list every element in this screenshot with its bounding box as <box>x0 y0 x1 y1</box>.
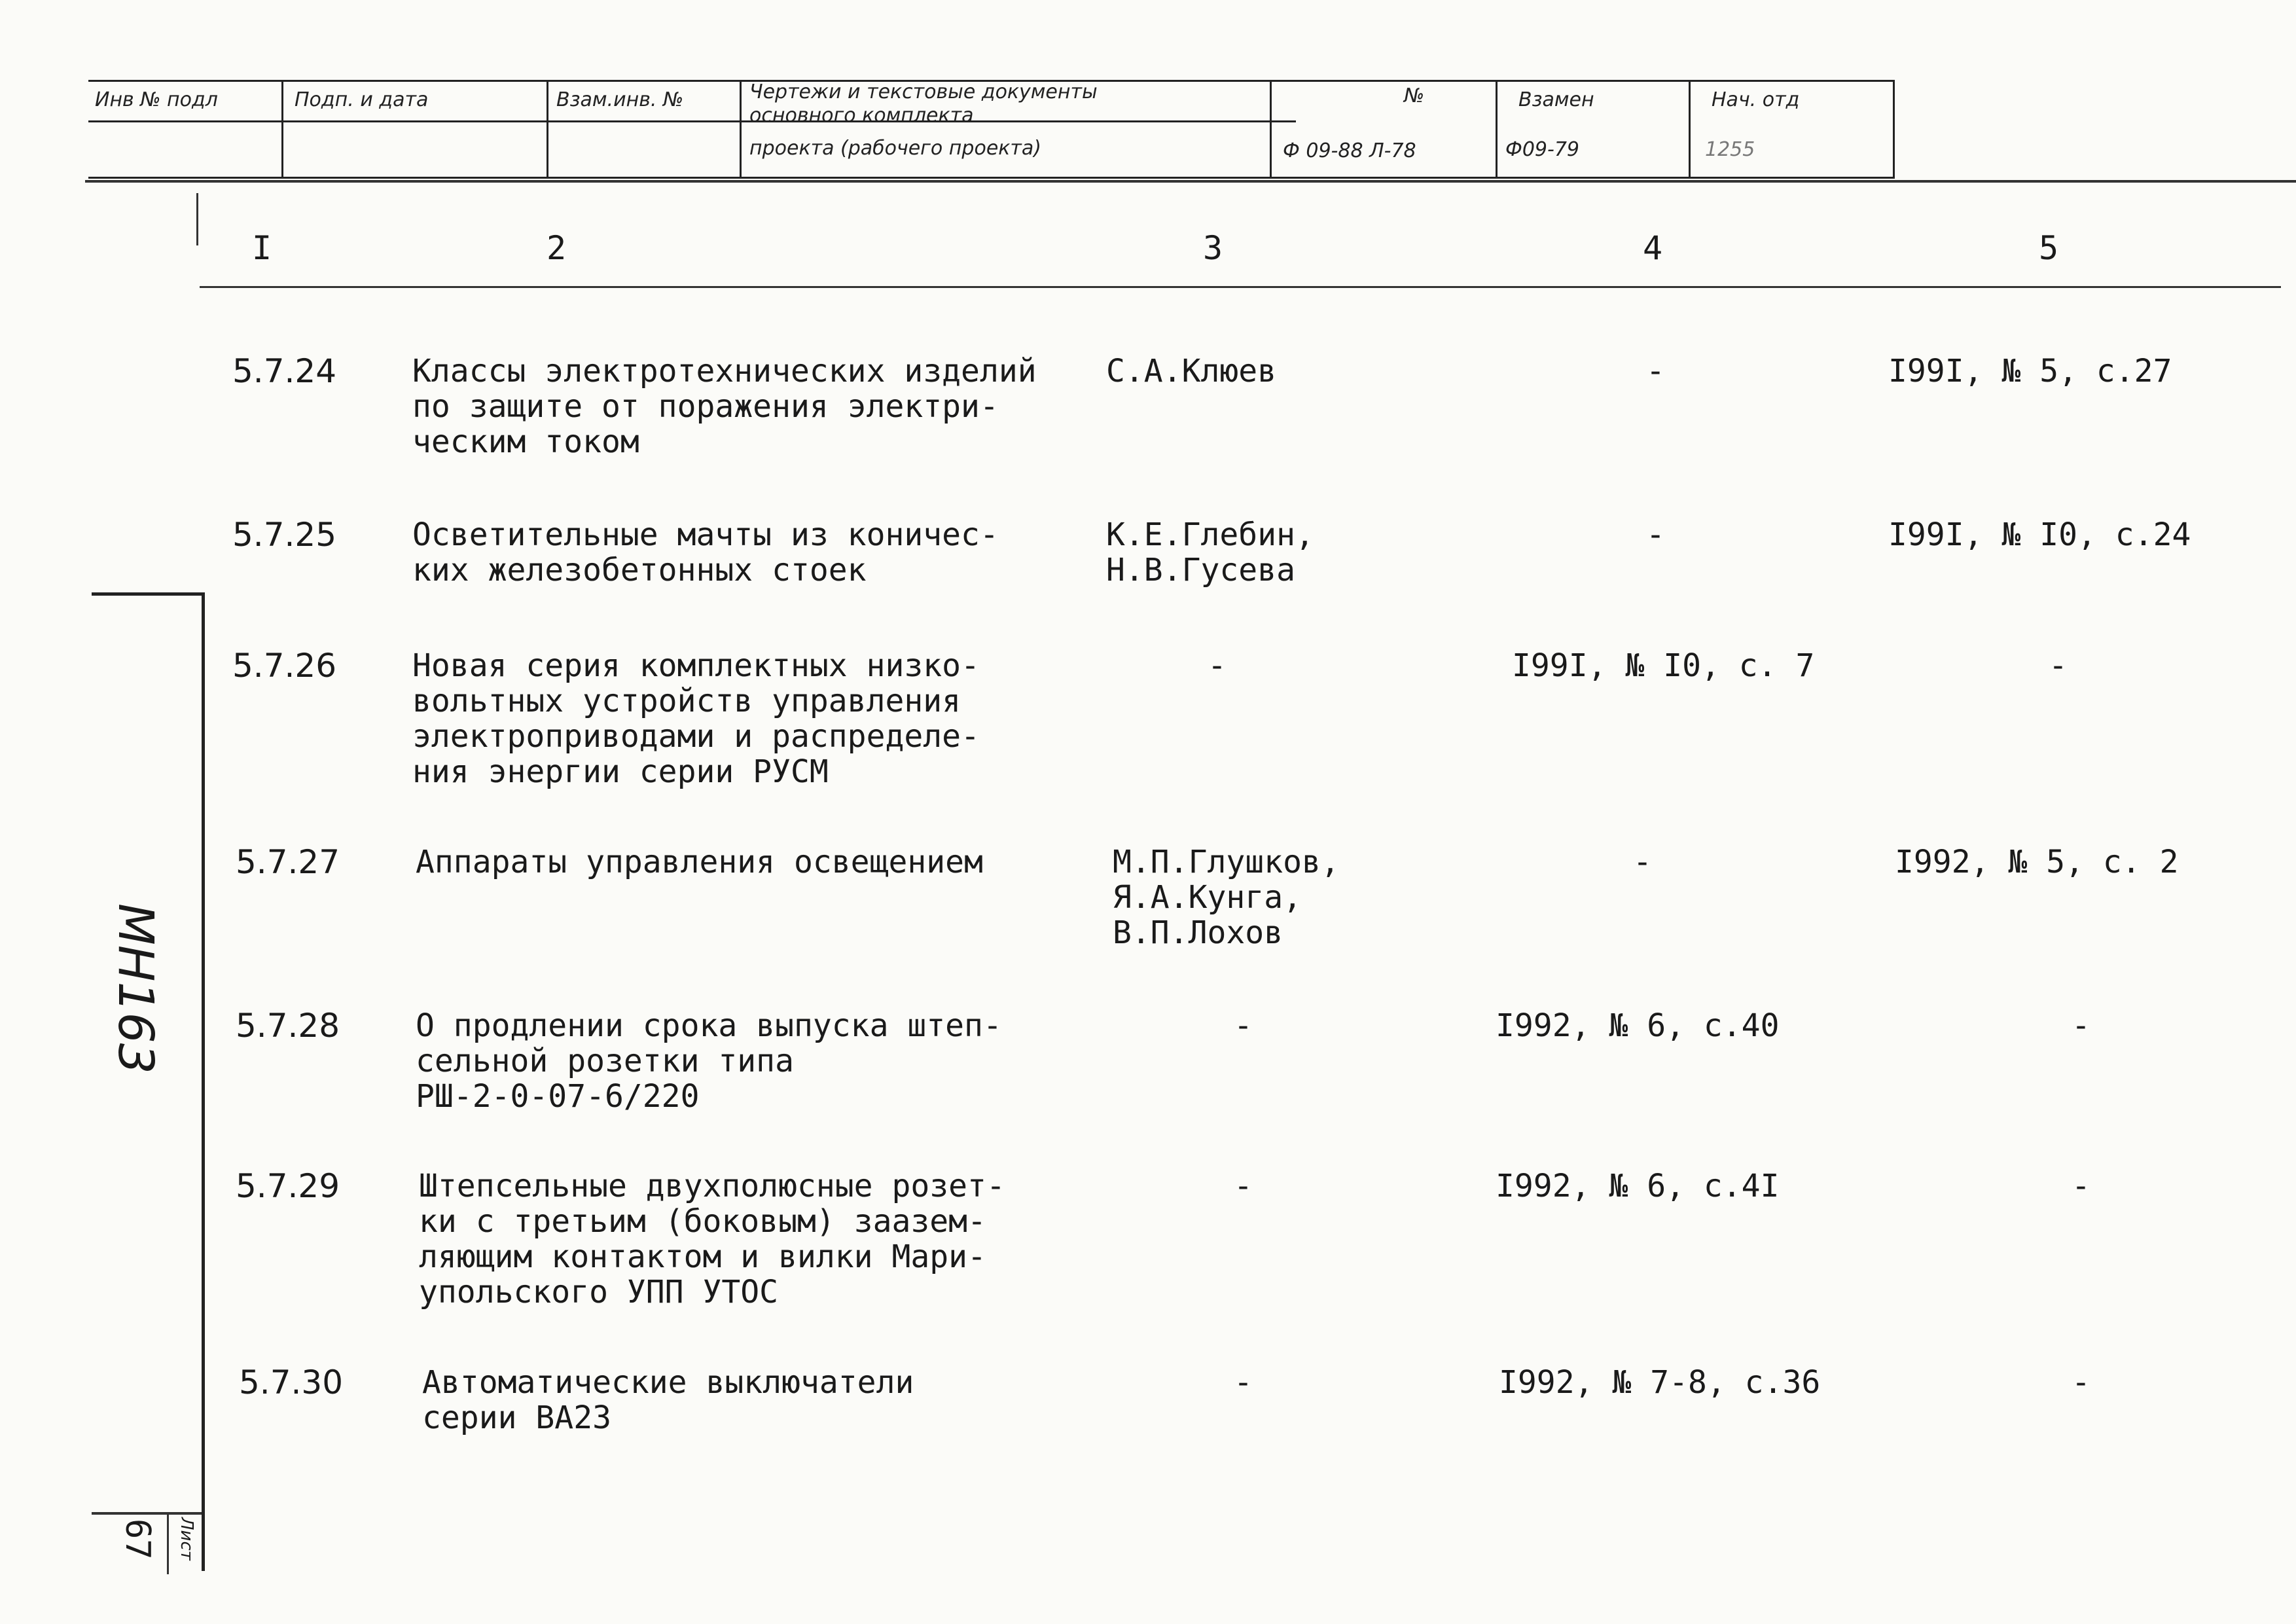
stamp-divider <box>1496 80 1498 178</box>
stamp-bottom-line <box>88 177 1895 179</box>
row-ref-4: - <box>1646 516 1665 553</box>
row-author: К.Е.Глебин, Н.В.Гусева <box>1106 516 1314 588</box>
column-header-rule <box>200 286 2281 288</box>
stamp-replace-inv-label: Взам.инв. № <box>556 88 684 111</box>
row-number: 5.7.24 <box>232 352 337 390</box>
row-number: 5.7.25 <box>232 516 337 554</box>
stamp-replaces-value: Ф09-79 <box>1505 138 1579 161</box>
stamp-divider <box>740 80 742 178</box>
row-title: Новая серия комплектных низко- вольтных устройств управления электроприводами и распределе- ния энергии серии РУСМ <box>412 647 980 790</box>
column-number-4: 4 <box>1643 229 1663 267</box>
stamp-divider <box>547 80 548 178</box>
stamp-inv-label: Инв № подл <box>95 88 218 111</box>
row-number: 5.7.30 <box>239 1363 344 1401</box>
row-ref-4: I992, № 7-8, с.36 <box>1499 1364 1821 1401</box>
row-ref-5: - <box>2072 1168 2090 1204</box>
row-ref-5: - <box>2072 1364 2090 1401</box>
row-ref-4: I99I, № I0, с. 7 <box>1512 647 1815 684</box>
row-author: М.П.Глушков, Я.А.Кунга, В.П.Лохов <box>1113 844 1340 951</box>
stamp-mid-line <box>88 120 1296 122</box>
column-number-1: I <box>252 229 272 267</box>
row-ref-4: - <box>1633 844 1652 880</box>
binding-margin-box <box>92 592 205 1571</box>
stamp-number-value: Ф 09-88 Л-78 <box>1283 139 1416 162</box>
stamp-divider <box>1893 80 1895 178</box>
title-block-stamp <box>88 80 1895 178</box>
stamp-docs-line-1: Чертежи и текстовые документы <box>749 81 1098 103</box>
row-ref-5: - <box>2049 647 2068 684</box>
stamp-replaces-label: Взамен <box>1518 88 1594 111</box>
row-title: Аппараты управления освещением <box>416 844 983 880</box>
row-ref-5: I99I, № 5, с.27 <box>1888 353 2172 389</box>
header-rule <box>85 180 2296 183</box>
row-title: Осветительные мачты из коничес- ких железобетонных стоек <box>412 516 999 588</box>
row-ref-4: - <box>1646 353 1665 389</box>
stamp-docs-line-3: проекта (рабочего проекта) <box>749 137 1041 160</box>
stamp-sign-date-label: Подп. и дата <box>295 88 429 111</box>
stamp-divider <box>1270 80 1272 178</box>
row-author: - <box>1234 1007 1253 1044</box>
sheet-box-divider <box>167 1512 169 1574</box>
row-number: 5.7.29 <box>236 1167 340 1205</box>
column-number-2: 2 <box>547 229 567 267</box>
row-title: Автоматические выключатели серии ВА23 <box>422 1364 914 1436</box>
stamp-docs-line-2: основного комплекта <box>749 104 974 127</box>
row-ref-4: I992, № 6, с.4I <box>1496 1168 1780 1204</box>
row-ref-4: I992, № 6, с.40 <box>1496 1007 1780 1044</box>
row-title: Классы электротехнических изделий по защите от поражения электри- ческим током <box>412 353 1037 460</box>
sheet-number: 67 <box>118 1519 157 1560</box>
row-author: - <box>1208 647 1227 684</box>
stamp-divider <box>1689 80 1691 178</box>
handwritten-archive-code: МН163 <box>107 903 164 1074</box>
row-author: - <box>1234 1364 1253 1401</box>
column-header-tick <box>196 193 198 245</box>
row-ref-5: - <box>2072 1007 2090 1044</box>
column-number-5: 5 <box>2039 229 2059 267</box>
stamp-number-label: № <box>1404 84 1425 107</box>
stamp-divider <box>281 80 283 178</box>
row-number: 5.7.27 <box>236 843 340 881</box>
stamp-head-dept-value: 1255 <box>1705 138 1755 161</box>
row-author: С.А.Клюев <box>1106 353 1277 389</box>
row-number: 5.7.28 <box>236 1007 340 1045</box>
sheet-label: Лист <box>177 1517 196 1561</box>
row-ref-5: I99I, № I0, с.24 <box>1888 516 2191 553</box>
sheet-box-top <box>92 1512 202 1515</box>
row-ref-5: I992, № 5, с. 2 <box>1895 844 2179 880</box>
row-number: 5.7.26 <box>232 647 337 685</box>
row-title: О продлении срока выпуска штеп- сельной розетки типа РШ-2-0-07-6/220 <box>416 1007 1002 1115</box>
row-title: Штепсельные двухполюсные розет- ки с третьим (боковым) заазем- ляющим контактом и вилки Мари- упольского УПП УТОС <box>419 1168 1005 1310</box>
row-author: - <box>1234 1168 1253 1204</box>
column-number-3: 3 <box>1203 229 1223 267</box>
stamp-head-dept-label: Нач. отд <box>1712 88 1800 111</box>
